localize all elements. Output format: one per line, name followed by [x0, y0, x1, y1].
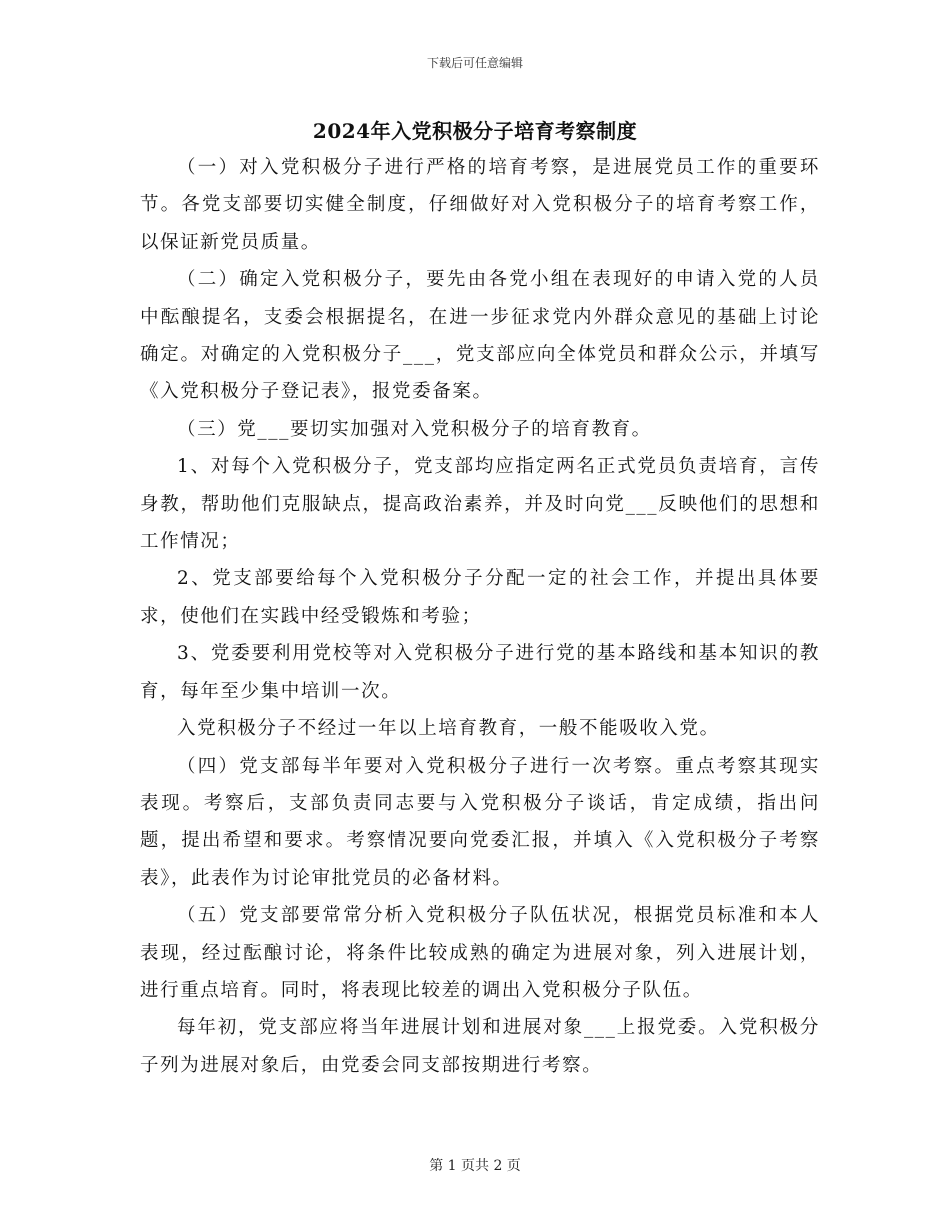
paragraph-7: 入党积极分子不经过一年以上培育教育，一般不能吸收入党。 [177, 718, 720, 740]
paragraph-10: 每年初，党支部应将当年进展计划和进展对象___上报党委。入党积极分子列为进展对象后，由党委会同支部按期进行考察。 [140, 1017, 820, 1076]
document-body [140, 149, 820, 1084]
paragraph-8: （四）党支部每半年要对入党积极分子进行一次考察。重点考察其现实表现。考察后，支部负责同志要与入党积极分子谈话，肯定成绩，指出问题，提出希望和要求。考察情况要向党委汇报，并填入《入党积极分子考察表》，此表作为讨论审批党员的必备材料。 [140, 755, 820, 889]
header-note: 下载后可任意编辑 [426, 56, 523, 70]
page-footer: 第 1 页共 2 页 [429, 1158, 521, 1174]
paragraph-1: （一）对入党积极分子进行严格的培育考察，是进展党员工作的重要环节。各党支部要切实健全制度，仔细做好对入党积极分子的培育考察工作，以保证新党员质量。 [140, 157, 820, 253]
paragraph-9: （五）党支部要常常分析入党积极分子队伍状况，根据党员标准和本人表现，经过酝酿讨论，将条件比较成熟的确定为进展对象，列入进展计划，进行重点培育。同时，将表现比较差的调出入党积极分子队伍。 [140, 905, 820, 1001]
document-title: 2024年入党积极分子培育考察制度 [312, 119, 638, 143]
paragraph-6: 3、党委要利用党校等对入党积极分子进行党的基本路线和基本知识的教育，每年至少集中培训一次。 [140, 643, 820, 702]
paragraph-2: （二）确定入党积极分子，要先由各党小组在表现好的申请入党的人员中酝酿提名，支委会根据提名，在进一步征求党内外群众意见的基础上讨论确定。对确定的入党积极分子___，党支部应向全体党员和群众公示，并填写《入党积极分子登记表》，报党委备案。 [140, 269, 820, 403]
paragraph-3: （三）党___要切实加强对入党积极分子的培育教育。 [177, 418, 652, 440]
paragraph-4: 1、对每个入党积极分子，党支部均应指定两名正式党员负责培育，言传身教，帮助他们克服缺点，提高政治素养，并及时向党___反映他们的思想和工作情况； [140, 456, 820, 553]
paragraph-5: 2、党支部要给每个入党积极分子分配一定的社会工作，并提出具体要求，使他们在实践中经受锻炼和考验； [140, 568, 820, 627]
